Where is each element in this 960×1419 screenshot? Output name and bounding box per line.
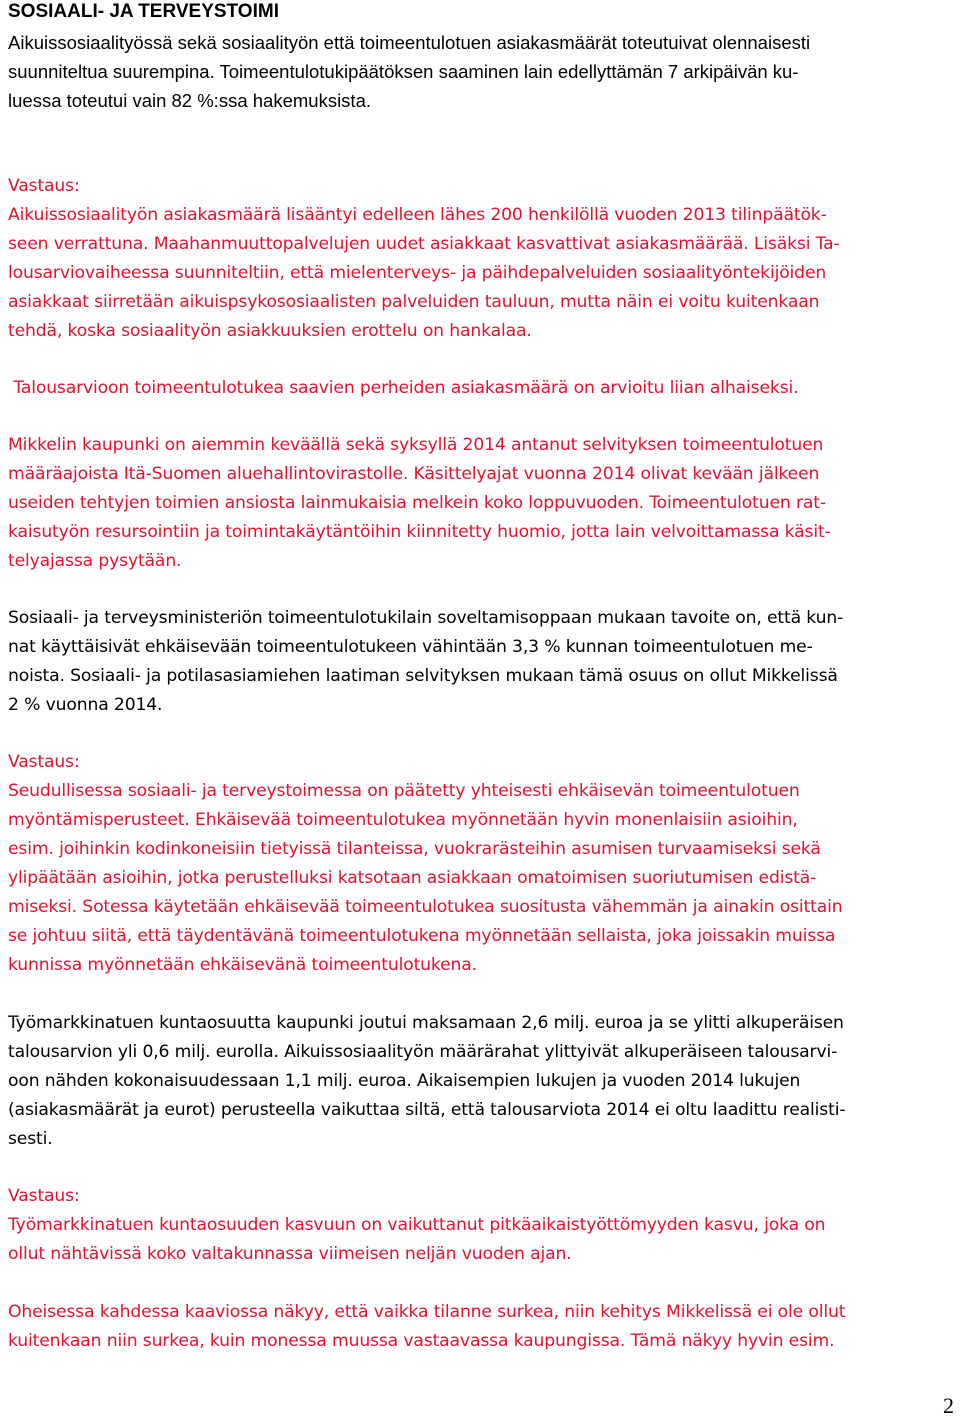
paragraph-line: nat käyttäisivät ehkäisevään toimeentulotukeen vähintään 3,3 % kunnan toimeentulotuen me- — [8, 637, 813, 657]
paragraph-line: kunnissa myönnetään ehkäisevänä toimeentulotukena. — [8, 955, 477, 975]
paragraph-line: kaisutyön resursointiin ja toimintakäytäntöihin kiinnitetty huomio, jotta lain velvoittamassa käsit- — [8, 522, 831, 542]
paragraph-ministry-guidance — [8, 604, 954, 720]
paragraph-line: se johtuu siitä, että täydentävänä toimeentulotukena myönnetään sellaista, joka joissakin muissa — [8, 926, 836, 946]
paragraph-line: 2 % vuonna 2014. — [8, 695, 163, 715]
paragraph-labour-market — [8, 1009, 954, 1154]
paragraph-line: Seudullisessa sosiaali- ja terveystoimessa on päätetty yhteisesti ehkäisevän toimeentulotuen — [8, 781, 800, 801]
paragraph-line: ollut nähtävissä koko valtakunnassa viimeisen neljän vuoden ajan. — [8, 1244, 572, 1264]
response-label: Vastaus: — [8, 176, 80, 196]
paragraph-line: ylipäätään asioihin, jotka perustelluksi katsotaan asiakkaan omatoimisen suoriutumisen edistä- — [8, 868, 817, 888]
paragraph-line: suunniteltua suurempina. Toimeentulotukipäätöksen saaminen lain edellyttämän 7 arkipäivän ku- — [8, 61, 799, 82]
paragraph-line: noista. Sosiaali- ja potilasasiamiehen laatiman selvityksen mukaan tämä osuus on ollut Mikkelissä — [8, 666, 838, 686]
response-paragraph-1 — [8, 172, 954, 346]
paragraph-line: Mikkelin kaupunki on aiemmin keväällä sekä syksyllä 2014 antanut selvityksen toimeentulotuen — [8, 435, 824, 455]
paragraph-line: myöntämisperusteet. Ehkäisevää toimeentulotukea myönnetään hyvin monenlaisiin asioihin, — [8, 810, 798, 830]
paragraph-line: Oheisessa kahdessa kaaviossa näkyy, että vaikka tilanne surkea, niin kehitys Mikkelissä ei ole ollut — [8, 1302, 846, 1322]
paragraph-line: telyajassa pysytään. — [8, 551, 182, 571]
section-heading: SOSIAALI- JA TERVEYSTOIMI — [8, 1, 279, 22]
paragraph-line: esim. joihinkin kodinkoneisiin tietyissä tilanteissa, vuokrarästeihin asumisen turvaamiseksi sekä — [8, 839, 821, 859]
paragraph-line: talousarvion yli 0,6 milj. eurolla. Aikuissosiaalityön määrärahat ylittyivät alkuperäiseen talousarvi- — [8, 1042, 838, 1062]
response-label: Vastaus: — [8, 752, 80, 772]
paragraph-line: useiden tehtyjen toimien ansiosta lainmukaisia melkein koko loppuvuoden. Toimeentulotuen rat- — [8, 493, 826, 513]
paragraph-line: kuitenkaan niin surkea, kuin monessa muussa vastaavassa kaupungissa. Tämä näkyy hyvin esim. — [8, 1331, 835, 1351]
paragraph-line: asiakkaat siirretään aikuispsykososiaalisten palveluiden tauluun, mutta näin ei voitu kuitenkaan — [8, 292, 820, 312]
paragraph-line: lousarviovaiheessa suunniteltiin, että mielenterveys- ja päihdepalveluiden sosiaalityöntekijöiden — [8, 263, 827, 283]
paragraph-line: Työmarkkinatuen kuntaosuuden kasvuun on vaikuttanut pitkäaikaistyöttömyyden kasvu, joka on — [8, 1215, 826, 1235]
response-paragraph-3 — [8, 431, 954, 576]
paragraph-line: Sosiaali- ja terveysministeriön toimeentulotukilain soveltamisoppaan mukaan tavoite on, että kun- — [8, 608, 844, 628]
paragraph-intro — [8, 28, 954, 115]
paragraph-line: sesti. — [8, 1129, 53, 1149]
response-paragraph-5 — [8, 1182, 954, 1269]
response-paragraph-4 — [8, 748, 954, 980]
page-number: 2 — [943, 1393, 954, 1418]
paragraph-line: (asiakasmäärät ja eurot) perusteella vaikuttaa siltä, että talousarviota 2014 ei oltu laadittu realisti- — [8, 1100, 846, 1120]
response-paragraph-2 — [8, 374, 954, 403]
paragraph-line: tehdä, koska sosiaalityön asiakkuuksien erottelu on hankalaa. — [8, 321, 532, 341]
paragraph-line: oon nähden kokonaisuudessaan 1,1 milj. euroa. Aikaisempien lukujen ja vuoden 2014 lukujen — [8, 1071, 801, 1091]
paragraph-line: miseksi. Sotessa käytetään ehkäisevää toimeentulotukea suositusta vähemmän ja ainakin osittain — [8, 897, 843, 917]
paragraph-line: Työmarkkinatuen kuntaosuutta kaupunki joutui maksamaan 2,6 milj. euroa ja se ylitti alkuperäisen — [8, 1013, 844, 1033]
paragraph-line: seen verrattuna. Maahanmuuttopalvelujen uudet asiakkaat kasvattivat asiakasmäärää. Lisäksi Ta- — [8, 234, 840, 254]
paragraph-line: määräajoista Itä-Suomen aluehallintovirastolle. Käsittelyajat vuonna 2014 olivat kevään jälkeen — [8, 464, 820, 484]
paragraph-line: Aikuissosiaalityön asiakasmäärä lisääntyi edelleen lähes 200 henkilöllä vuoden 2013 tilinpäätök- — [8, 205, 827, 225]
response-label: Vastaus: — [8, 1186, 80, 1206]
paragraph-line: Talousarvioon toimeentulotukea saavien perheiden asiakasmäärä on arvioitu liian alhaiseksi. — [8, 378, 799, 398]
paragraph-line: luessa toteutui vain 82 %:ssa hakemuksista. — [8, 90, 371, 111]
paragraph-line: Aikuissosiaalityössä sekä sosiaalityön että toimeentulotuen asiakasmäärät toteutuivat olennaisesti — [8, 32, 811, 53]
response-paragraph-6 — [8, 1298, 954, 1356]
